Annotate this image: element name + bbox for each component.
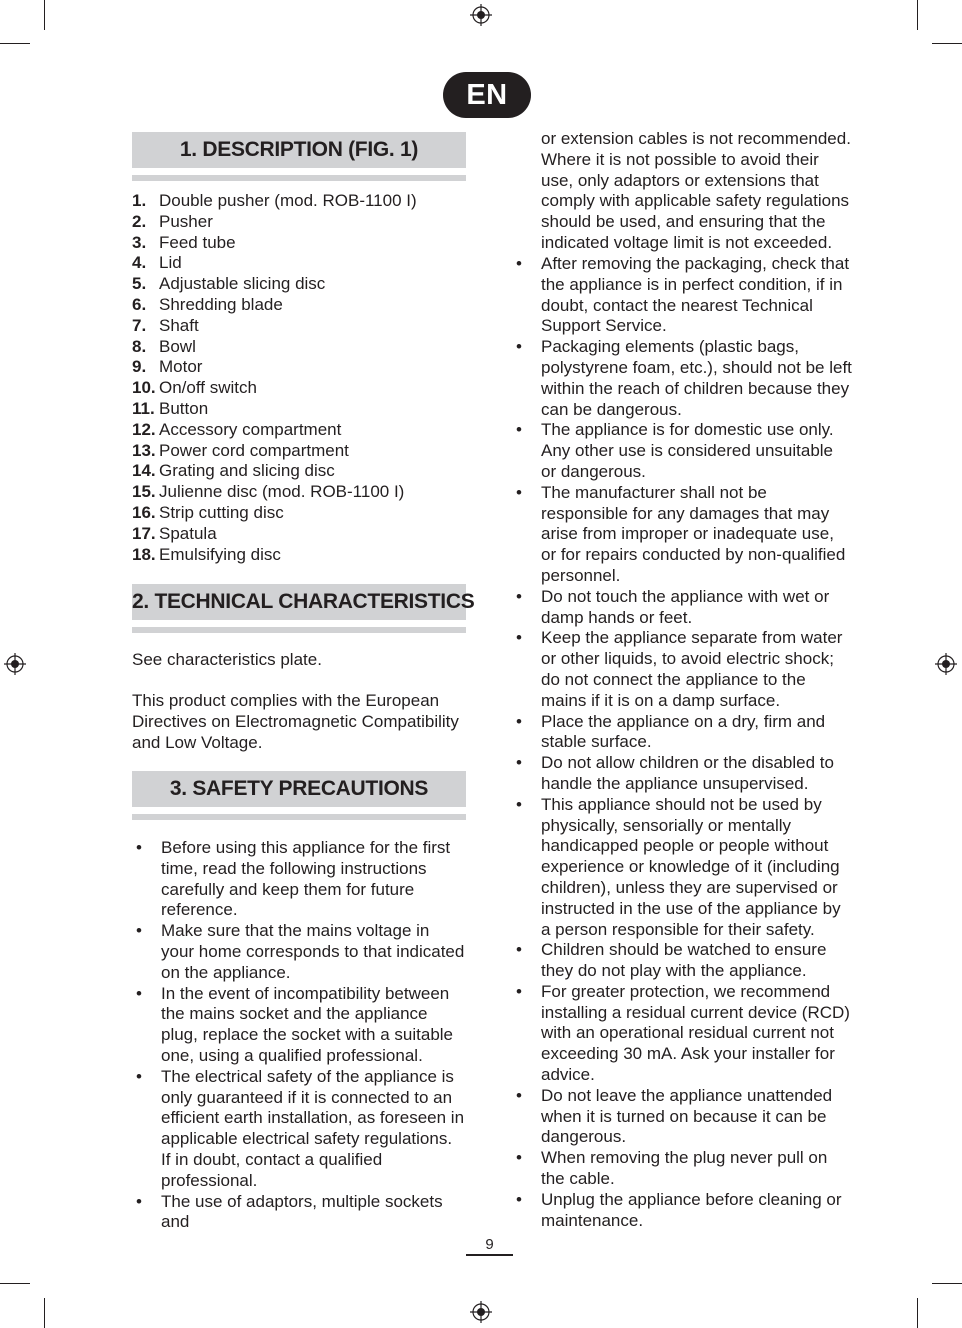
bullet-dot-icon: • [516, 586, 522, 606]
bullet-item [512, 483, 852, 587]
bullet-dot-icon: • [516, 794, 522, 814]
list-item-text: Strip cutting disc [159, 502, 284, 522]
registration-mark-icon [935, 653, 957, 675]
safety-bullets-left [132, 838, 466, 1233]
list-item-text: Bowl [159, 336, 196, 356]
list-item-text: Julienne disc (mod. ROB-1100 I) [159, 482, 405, 502]
bullet-item [512, 587, 852, 629]
bullet-text: Children should be watched to ensure they do not play with the appliance. [541, 940, 827, 981]
bullet-dot-icon: • [136, 1066, 142, 1086]
list-item-text: Adjustable slicing disc [159, 274, 326, 294]
bullet-item [512, 254, 852, 337]
technical-paragraph: This product complies with the European Directives on Electromagnetic Compatibility and Low Voltage. [132, 691, 459, 752]
bullet-text: This appliance should not be used by physically, sensorially or mentally handicapped people or people without experience or knowledge of it (including children), unless they are supervised or instructed in the use of the appliance by a person responsible for their safety. [541, 794, 841, 939]
list-item-number: 4. [132, 253, 147, 273]
bullet-text: After removing the packaging, check that the appliance is in perfect condition, if in doubt, contact the nearest Technical Support Service. [541, 254, 850, 336]
list-item-number: 17. [132, 523, 156, 543]
list-item-number: 15. [132, 482, 156, 502]
bullet-item [512, 1086, 852, 1148]
list-item-number: 3. [132, 232, 147, 252]
crop-mark [0, 43, 30, 44]
bullet-dot-icon: • [516, 628, 522, 648]
bullet-text: Unplug the appliance before cleaning or maintenance. [541, 1189, 842, 1230]
list-item [132, 482, 466, 503]
list-item-text: Shaft [159, 315, 199, 335]
bullet-text: The manufacturer shall not be responsible for any damages that may arise from improper or inadequate use, or for repairs conducted by non-qualified personnel. [541, 482, 846, 585]
bullet-item [512, 753, 852, 795]
list-item [132, 420, 466, 441]
bullet-dot-icon: • [136, 921, 142, 941]
crop-mark [932, 1283, 962, 1284]
section-heading-technical: 2. TECHNICAL CHARACTERISTICS [132, 584, 466, 620]
bullet-text: Do not allow children or the disabled to handle the appliance unsupervised. [541, 753, 834, 793]
list-item-text: Grating and slicing disc [159, 461, 335, 481]
bullet-item [512, 337, 852, 420]
list-item-number: 13. [132, 440, 156, 460]
bullet-item [512, 628, 852, 711]
list-item [132, 524, 466, 545]
list-item [132, 233, 466, 254]
bullet-item [512, 1148, 852, 1190]
list-item-text: Power cord compartment [159, 440, 349, 460]
bullet-item [132, 1192, 466, 1234]
parts-list [132, 191, 466, 565]
bullet-item [132, 984, 466, 1067]
list-item-number: 6. [132, 294, 147, 314]
bullet-dot-icon: • [516, 753, 522, 773]
list-item-number: 7. [132, 315, 147, 335]
section-divider [132, 175, 466, 181]
bullet-dot-icon: • [516, 337, 522, 357]
page-number-underline [466, 1254, 513, 1256]
list-item [132, 212, 466, 233]
bullet-item [132, 838, 466, 921]
section-divider [132, 627, 466, 633]
bullet-dot-icon: • [516, 940, 522, 960]
list-item-text: Shredding blade [159, 294, 283, 314]
bullet-dot-icon: • [516, 420, 522, 440]
list-item [132, 337, 466, 358]
section-heading-safety: 3. SAFETY PRECAUTIONS [132, 771, 466, 807]
bullet-dot-icon: • [516, 981, 522, 1001]
list-item-text: Emulsifying disc [159, 544, 281, 564]
list-item-number: 10. [132, 378, 156, 398]
language-badge: EN [443, 72, 531, 118]
bullet-text: Place the appliance on a dry, firm and stable surface. [541, 711, 826, 752]
bullet-text: When removing the plug never pull on the cable. [541, 1148, 828, 1189]
technical-paragraph: See characteristics plate. [132, 650, 322, 669]
safety-continuation-text: or extension cables is not recommended. Where it is not possible to avoid their use, only adaptors or extensions that comply with applicable safety regulations should be used, and ensuring that the indicated voltage limit is not exceeded. [541, 129, 851, 252]
list-item [132, 316, 466, 337]
bullet-dot-icon: • [516, 711, 522, 731]
bullet-text: Do not touch the appliance with wet or damp hands or feet. [541, 586, 830, 627]
bullet-dot-icon: • [136, 1191, 142, 1211]
list-item [132, 399, 466, 420]
bullet-text: The appliance is for domestic use only. Any other use is considered unsuitable or dangerous. [541, 420, 834, 481]
bullet-dot-icon: • [516, 482, 522, 502]
safety-bullets-right [512, 254, 852, 1231]
bullet-item [132, 921, 466, 983]
list-item-number: 5. [132, 274, 147, 294]
bullet-text: Before using this appliance for the first time, read the following instructions carefully and keep them for future reference. [161, 838, 451, 920]
list-item-text: Motor [159, 357, 203, 377]
list-item [132, 378, 466, 399]
list-item-text: Accessory compartment [159, 419, 342, 439]
list-item-number: 11. [132, 398, 155, 418]
list-item-number: 12. [132, 419, 156, 439]
list-item-number: 16. [132, 502, 156, 522]
bullet-text: The electrical safety of the appliance is only guaranteed if it is connected to an efficient earth installation, as foreseen in applicable electrical safety regulations. If in doubt, contact a qualified professional. [161, 1066, 465, 1190]
page-number: 9 [485, 1236, 494, 1253]
bullet-dot-icon: • [516, 1189, 522, 1209]
list-item [132, 357, 466, 378]
bullet-dot-icon: • [516, 1085, 522, 1105]
crop-mark [917, 0, 918, 30]
registration-mark-icon [470, 4, 492, 26]
bullet-item [512, 795, 852, 941]
bullet-item [132, 1067, 466, 1192]
bullet-dot-icon: • [136, 838, 142, 857]
list-item-text: Double pusher (mod. ROB-1100 I) [159, 191, 417, 210]
list-item-number: 18. [132, 544, 156, 564]
list-item [132, 253, 466, 274]
list-item-text: Lid [159, 253, 182, 273]
list-item-text: On/off switch [159, 378, 257, 398]
list-item [132, 295, 466, 316]
section-divider [132, 814, 466, 820]
bullet-text: Packaging elements (plastic bags, polystyrene foam, etc.), should not be left within the reach of children because they can be dangerous. [541, 337, 852, 419]
crop-mark [0, 1283, 30, 1284]
list-item [132, 191, 466, 212]
bullet-text: Do not leave the appliance unattended when it is turned on because it can be dangerous. [541, 1085, 833, 1147]
list-item [132, 503, 466, 524]
bullet-item [512, 420, 852, 482]
bullet-dot-icon: • [516, 1148, 522, 1168]
crop-mark [917, 1298, 918, 1328]
list-item-number: 2. [132, 211, 147, 231]
section-heading-description: 1. DESCRIPTION (FIG. 1) [132, 132, 466, 168]
list-item [132, 274, 466, 295]
list-item [132, 441, 466, 462]
registration-mark-icon [470, 1301, 492, 1323]
list-item-text: Button [159, 398, 209, 418]
list-item-number: 9. [132, 357, 147, 377]
list-item-number: 1. [132, 191, 147, 210]
crop-mark [44, 0, 45, 30]
crop-mark [44, 1298, 45, 1328]
bullet-item [512, 982, 852, 1086]
bullet-dot-icon: • [516, 254, 522, 273]
bullet-text: Keep the appliance separate from water or other liquids, to avoid electric shock; do not connect the appliance to the mains if it is on a damp surface. [541, 628, 843, 710]
list-item-number: 8. [132, 336, 147, 356]
list-item [132, 461, 466, 482]
list-item-text: Spatula [159, 523, 217, 543]
bullet-item [512, 712, 852, 754]
list-item-number: 14. [132, 461, 156, 481]
bullet-dot-icon: • [136, 983, 142, 1003]
bullet-text: Make sure that the mains voltage in your home corresponds to that indicated on the appliance. [161, 921, 465, 982]
crop-mark [932, 43, 962, 44]
list-item [132, 545, 466, 566]
list-item-text: Feed tube [159, 232, 236, 252]
bullet-text: The use of adaptors, multiple sockets and [161, 1191, 443, 1232]
list-item-text: Pusher [159, 211, 213, 231]
bullet-text: For greater protection, we recommend installing a residual current device (RCD) with an operational residual current not exceeding 30 mA. Ask your installer for advice. [541, 981, 850, 1085]
bullet-text: In the event of incompatibility between the mains socket and the appliance plug, replace the socket with a suitable one, using a qualified professional. [161, 983, 454, 1065]
registration-mark-icon [4, 653, 26, 675]
bullet-item [512, 940, 852, 982]
bullet-item [512, 1190, 852, 1232]
